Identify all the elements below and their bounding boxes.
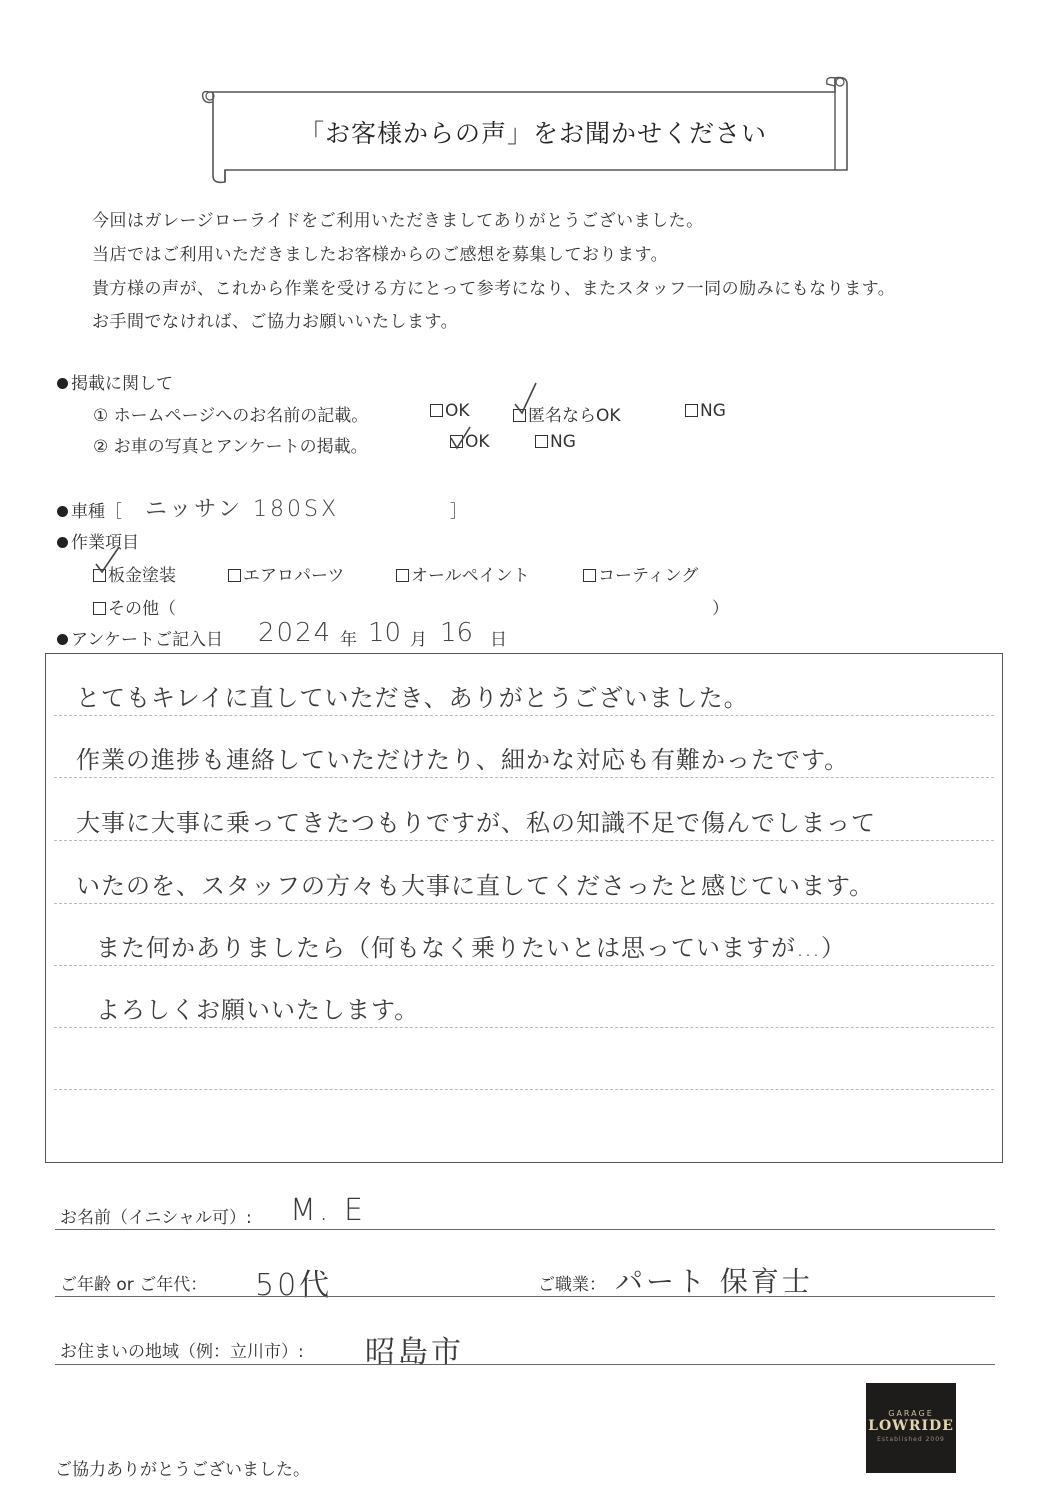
garage-lowride-logo <box>866 1383 956 1473</box>
option-label: オールペイント <box>411 566 530 586</box>
date-label <box>57 625 223 650</box>
intro-line: お手間でなければ、ご協力お願いいたします。 <box>92 312 459 332</box>
date-month-value[interactable]: 10 <box>368 618 402 648</box>
checkmark-icon <box>93 544 123 576</box>
q1-option-ok[interactable] <box>430 401 470 421</box>
ruled-line <box>54 777 994 778</box>
job-field[interactable]: パート 保育士 <box>615 1265 813 1298</box>
date-label-text: アンケートご記入日 <box>71 630 223 650</box>
ruled-line <box>54 840 994 841</box>
option-label: OK <box>445 401 470 421</box>
checkmark-icon <box>448 424 474 452</box>
comment-line: とてもキレイに直していただき、ありがとうございました。 <box>76 684 749 712</box>
intro-line: 貴方様の声が、これから作業を受ける方にとって参考になり、またスタッフ一同の励みにもなります。 <box>92 279 896 299</box>
other-close-paren: ） <box>712 599 729 619</box>
logo-line: Established 2009 <box>877 1436 945 1443</box>
vehicle-value[interactable]: ニッサン 180SX <box>145 497 340 522</box>
ruled-line <box>54 715 994 716</box>
comment-line: 大事に大事に乗ってきたつもりですが、私の知識不足で傷んでしまって <box>76 809 876 837</box>
checkbox-icon <box>535 435 548 448</box>
checkbox-icon <box>583 569 596 582</box>
comment-line: いたのを、スタッフの方々も大事に直してくださったと感じています。 <box>76 872 875 900</box>
ruled-line <box>54 903 994 904</box>
title-banner <box>195 70 855 190</box>
checkbox-icon <box>396 569 409 582</box>
date-year-value[interactable]: 2024 <box>258 618 333 648</box>
checkmark-icon <box>512 380 542 416</box>
job-label: ご職業： <box>538 1275 606 1295</box>
comment-line: また何かありましたら（何もなく乗りたいとは思っていますが…） <box>96 934 846 962</box>
vehicle-label: 車種［ <box>71 502 122 522</box>
q1-option-ng[interactable] <box>685 401 726 421</box>
logo-line: LOWRIDE <box>868 1418 954 1434</box>
checkbox-icon <box>430 404 443 417</box>
month-unit: 月 <box>410 630 427 650</box>
date-day-value[interactable]: 16 <box>440 618 474 648</box>
option-label: コーティング <box>598 566 699 586</box>
option-label: NG <box>550 432 576 452</box>
checkbox-icon <box>93 602 106 615</box>
intro-line: 今回はガレージローライドをご利用いただきましてありがとうございました。 <box>92 211 704 231</box>
age-label: ご年齢 or ご年代： <box>60 1275 208 1295</box>
vehicle-close-bracket: ］ <box>450 502 467 522</box>
logo-line: GARAGE <box>888 1409 934 1418</box>
option-label: OK <box>465 432 490 452</box>
comment-line: よろしくお願いいたします。 <box>96 996 420 1024</box>
publication-q2-label: ② お車の写真とアンケートの掲載。 <box>93 437 368 457</box>
option-label: NG <box>700 401 726 421</box>
underline <box>55 1364 995 1365</box>
work-option-aero[interactable] <box>228 561 344 586</box>
year-unit: 年 <box>340 630 357 650</box>
option-label: 匿名ならOK <box>528 406 621 426</box>
underline <box>55 1296 995 1297</box>
footer-thanks: ご協力ありがとうございました。 <box>55 1460 310 1480</box>
area-label: お住まいの地域（例：立川市）: <box>60 1342 304 1362</box>
vehicle-row <box>57 497 122 522</box>
comment-line: 作業の進捗も連絡していただけたり、細かな対応も有難かったです。 <box>76 746 850 774</box>
publication-q1-label: ① ホームページへのお名前の記載。 <box>93 406 369 426</box>
work-heading-text: 作業項目 <box>71 533 139 553</box>
name-label: お名前（イニシャル可）: <box>60 1208 252 1228</box>
work-option-other[interactable] <box>93 594 176 619</box>
comment-textarea[interactable] <box>45 653 1003 1163</box>
work-option-coating[interactable] <box>583 561 698 586</box>
ruled-line <box>54 965 994 966</box>
checkbox-icon <box>685 404 698 417</box>
page-title: 「お客様からの声」をお聞かせください <box>298 119 767 148</box>
ruled-line <box>54 1089 994 1090</box>
option-label: その他（ <box>108 599 176 619</box>
q2-option-ng[interactable] <box>535 432 576 452</box>
intro-line: 当店ではご利用いただきましたお客様からのご感想を募集しております。 <box>92 245 669 265</box>
ruled-line <box>54 1027 994 1028</box>
underline <box>55 1229 995 1230</box>
day-unit: 日 <box>490 630 507 650</box>
name-field[interactable]: M. E <box>290 1193 366 1228</box>
option-label: エアロパーツ <box>243 566 345 586</box>
publication-heading-text: 掲載に関して <box>71 374 173 394</box>
checkbox-icon <box>228 569 241 582</box>
area-field[interactable]: 昭島市 <box>365 1335 464 1370</box>
option-label: 板金塗装 <box>108 566 176 586</box>
work-option-allpaint[interactable] <box>396 561 530 586</box>
publication-heading <box>57 369 173 394</box>
age-field[interactable]: 50代 <box>255 1268 333 1303</box>
